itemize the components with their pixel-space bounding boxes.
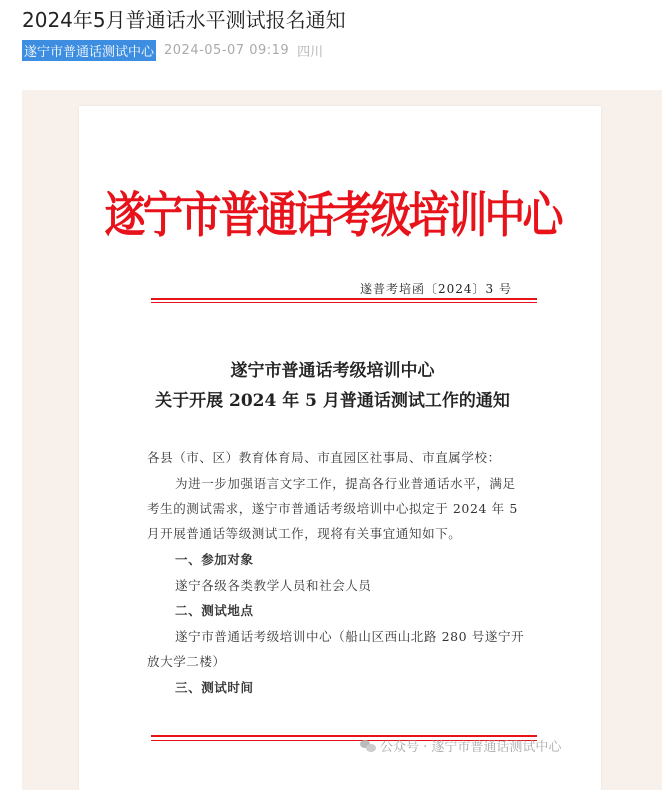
section-heading: 三、测试时间 (175, 680, 254, 695)
document-number: 遂普考培函〔2024〕3 号 (360, 282, 512, 296)
red-divider-top (151, 298, 537, 300)
article-title: 2024年5月普通话水平测试报名通知 (22, 8, 346, 32)
notice-heading-line2: 关于开展 2024 年 5 月普通话测试工作的通知 (155, 391, 510, 411)
letterhead-title: 遂宁市普通话考级培训中心 (104, 186, 561, 244)
section-text: 遂宁市普通话考级培训中心（船山区西山北路 280 号遂宁开 (175, 629, 525, 644)
notice-heading-line1: 遂宁市普通话考级培训中心 (230, 361, 435, 381)
watermark-text: 公众号 · 遂宁市普通话测试中心 (380, 740, 562, 755)
section-text: 遂宁各级各类教学人员和社会人员 (175, 578, 372, 593)
section-heading: 二、测试地点 (175, 603, 254, 618)
section-heading: 一、参加对象 (175, 552, 254, 567)
paragraph-line: 考生的测试需求，遂宁市普通话考级培训中心拟定于 2024 年 5 (147, 501, 518, 516)
section-text: 放大学二楼） (147, 654, 226, 669)
salutation: 各县（市、区）教育体育局、市直园区社事局、市直属学校： (147, 450, 501, 465)
wechat-icon (360, 740, 376, 752)
article-meta (22, 40, 323, 61)
account-name-link[interactable]: 遂宁市普通话测试中心 (22, 40, 156, 61)
watermark (360, 736, 561, 755)
paragraph-line: 月开展普通话等级测试工作，现将有关事宜通知如下。 (147, 526, 462, 541)
publish-date: 2024-05-07 09:19 (164, 43, 290, 58)
publish-location: 四川 (297, 45, 324, 60)
red-divider-top-thin (151, 302, 537, 303)
paragraph-line: 为进一步加强语言文字工作，提高各行业普通话水平，满足 (175, 476, 516, 491)
